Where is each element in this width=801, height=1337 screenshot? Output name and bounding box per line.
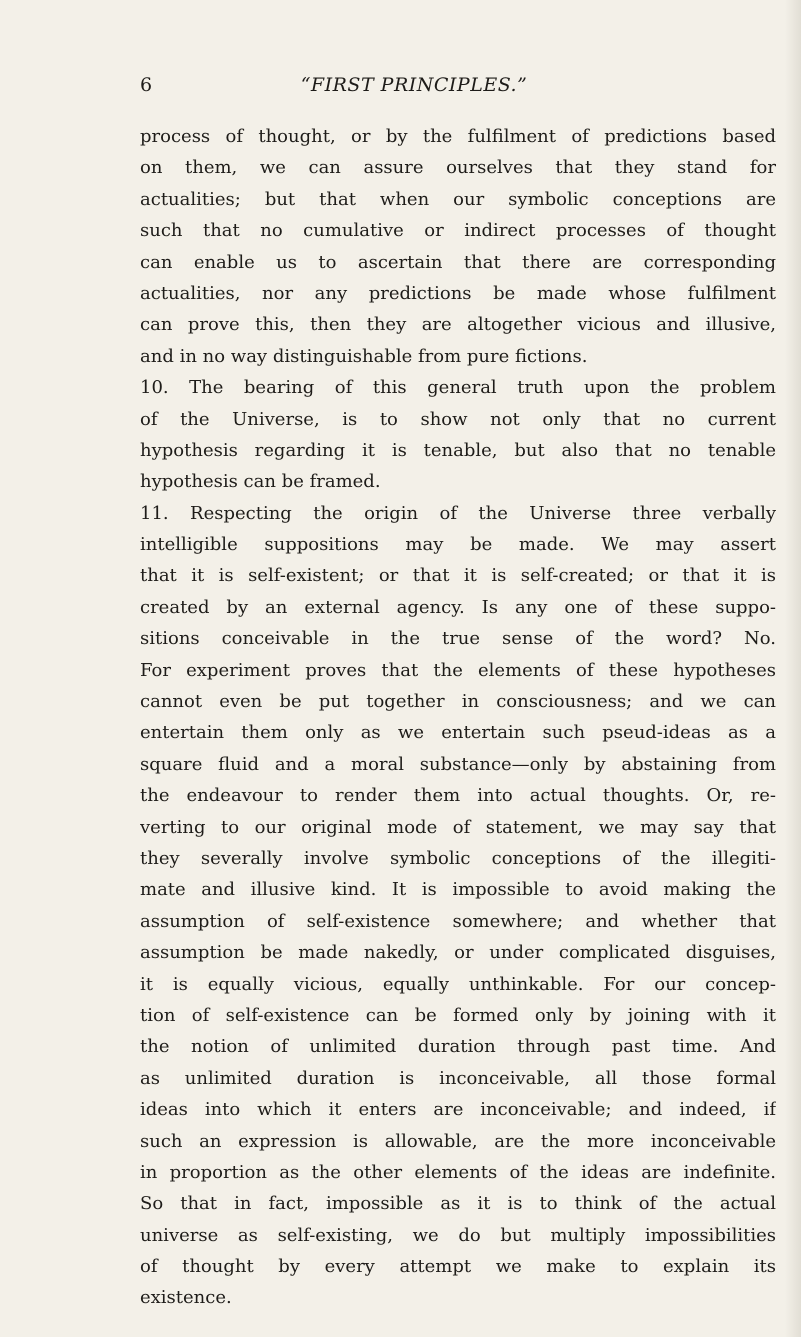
text-line: tion of self-existence can be formed only by joining with it	[140, 1004, 776, 1026]
text-line: created by an external agency. Is any one of these suppo-	[140, 596, 776, 618]
text-line: the endeavour to render them into actual thoughts. Or, re-	[140, 785, 776, 807]
text-line: verting to our original mode of statement, we may say that	[140, 816, 776, 838]
text-line: square fluid and a moral substance—only by abstaining from	[140, 753, 776, 775]
text-line: of the Universe, is to show not only that no current	[140, 408, 776, 430]
text-line: intelligible suppositions may be made. We may assert	[140, 534, 776, 556]
text-line: of thought by every attempt we make to explain its	[140, 1256, 776, 1278]
text-line: cannot even be put together in consciousness; and we can	[140, 691, 776, 713]
text-line: hypothesis can be framed.	[140, 471, 381, 493]
text-line: assumption of self-existence somewhere; and whether that	[140, 910, 776, 932]
text-line: For experiment proves that the elements of these hypotheses	[140, 659, 776, 681]
text-line: hypothesis regarding it is tenable, but also that no tenable	[140, 439, 776, 461]
text-line: 11. Respecting the origin of the Universe three verbally	[140, 502, 776, 524]
text-line: process of thought, or by the fulfilment of predictions based	[140, 126, 776, 147]
text-line: that it is self-existent; or that it is self-created; or that it is	[140, 565, 776, 587]
text-line: the notion of unlimited duration through past time. And	[140, 1036, 776, 1058]
text-line: universe as self-existing, we do but multiply impossibilities	[140, 1224, 776, 1246]
text-line: such that no cumulative or indirect processes of thought	[140, 220, 776, 242]
text-line: existence.	[140, 1287, 232, 1309]
text-line: sitions conceivable in the true sense of the word? No.	[140, 628, 776, 650]
text-line: mate and illusive kind. It is impossible to avoid making the	[140, 879, 776, 901]
text-line: entertain them only as we entertain such pseud-ideas as a	[140, 722, 776, 744]
text-line: and in no way distinguishable from pure fictions.	[140, 345, 588, 367]
text-line: on them, we can assure ourselves that they stand for	[140, 157, 776, 179]
text-line: it is equally vicious, equally unthinkable. For our concep-	[140, 973, 776, 995]
body-text	[140, 121, 776, 1314]
text-line: ideas into which it enters are inconceivable; and indeed, if	[140, 1099, 776, 1121]
page-number: 6	[140, 74, 153, 96]
text-line: such an expression is allowable, are the more inconceivable	[140, 1130, 776, 1152]
text-line: can prove this, then they are altogether vicious and illusive,	[140, 314, 776, 336]
page-edge-shadow	[785, 0, 801, 1337]
page-header	[0, 72, 801, 98]
text-line: So that in fact, impossible as it is to think of the actual	[140, 1193, 776, 1215]
text-line: actualities, nor any predictions be made whose fulfilment	[140, 282, 776, 304]
running-title: “FIRST PRINCIPLES.”	[300, 74, 528, 96]
text-line: assumption be made nakedly, or under complicated disguises,	[140, 942, 776, 964]
text-line: 10. The bearing of this general truth upon the problem	[140, 377, 776, 399]
text-line: actualities; but that when our symbolic conceptions are	[140, 188, 776, 210]
text-line: they severally involve symbolic conceptions of the illegiti-	[140, 847, 776, 869]
text-line: in proportion as the other elements of the ideas are indefinite.	[140, 1161, 776, 1183]
text-line: as unlimited duration is inconceivable, all those formal	[140, 1067, 776, 1089]
text-line: can enable us to ascertain that there are corresponding	[140, 251, 776, 273]
